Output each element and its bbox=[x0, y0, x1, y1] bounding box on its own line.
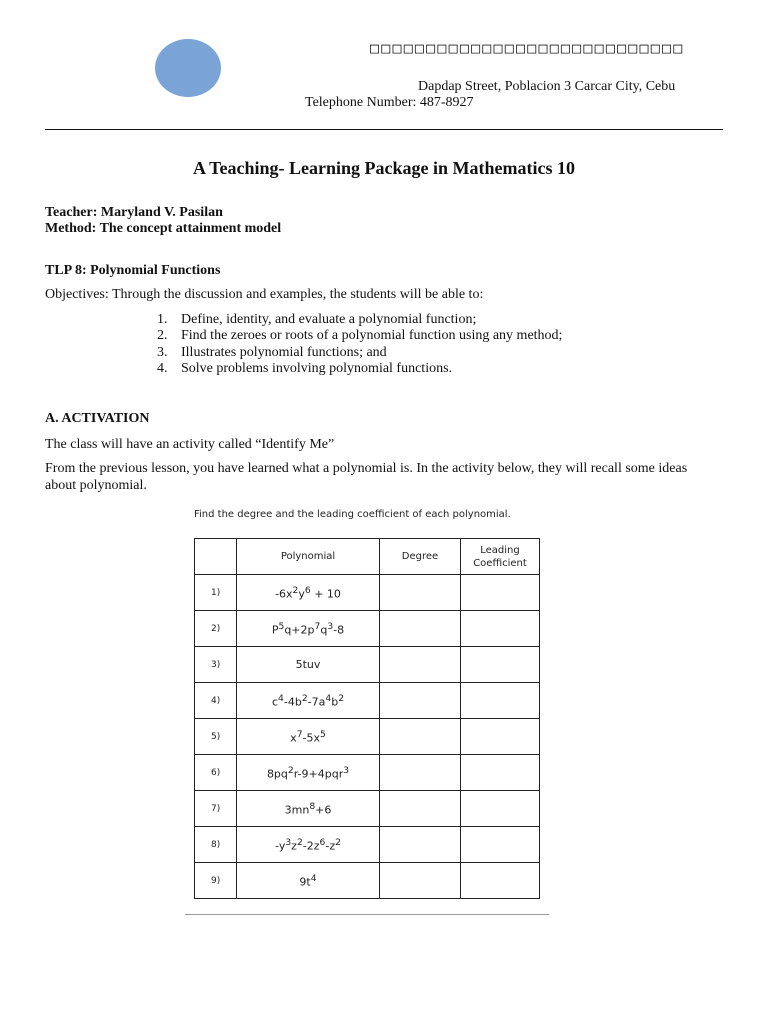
table-row bbox=[195, 683, 540, 719]
section-a-heading: A. ACTIVATION bbox=[45, 411, 150, 426]
bottom-divider bbox=[185, 914, 549, 915]
table-row bbox=[195, 863, 540, 899]
school-telephone: Telephone Number: 487-8927 bbox=[305, 95, 474, 110]
objective-text: Define, identity, and evaluate a polynomial function; bbox=[181, 312, 477, 327]
tlp-heading: TLP 8: Polynomial Functions bbox=[45, 263, 221, 278]
header-divider bbox=[45, 129, 723, 130]
degree-answer-cell bbox=[380, 827, 461, 863]
degree-answer-cell bbox=[380, 683, 461, 719]
polynomial-expression: $x^7-5x^5$ bbox=[237, 719, 380, 755]
polynomial-table bbox=[194, 538, 540, 899]
previous-lesson-paragraph: From the previous lesson, you have learned what a polynomial is. In the activity below, they will recall some ideas about polynomial. bbox=[45, 461, 688, 493]
table-row bbox=[195, 827, 540, 863]
leading-coefficient-answer-cell bbox=[461, 611, 540, 647]
degree-answer-cell bbox=[380, 611, 461, 647]
objective-text: Solve problems involving polynomial functions. bbox=[181, 360, 453, 376]
school-address: Dapdap Street, Poblacion 3 Carcar City, Cebu bbox=[418, 79, 676, 94]
row-number: 6) bbox=[195, 755, 237, 791]
leading-coefficient-answer-cell bbox=[461, 575, 540, 611]
leading-coefficient-answer-cell bbox=[461, 683, 540, 719]
polynomial-expression: $9t^4$ bbox=[237, 863, 380, 899]
leading-coefficient-answer-cell bbox=[461, 791, 540, 827]
objective-item bbox=[157, 328, 562, 344]
polynomial-expression: $3mn^8+6$ bbox=[237, 791, 380, 827]
polynomial-expression: $8pq^2r-9+4pqr^3$ bbox=[237, 755, 380, 791]
activity-intro: The class will have an activity called “Identify Me” bbox=[45, 437, 335, 452]
objective-text: Find the zeroes or roots of a polynomial function using any method; bbox=[181, 328, 563, 344]
degree-answer-cell bbox=[380, 863, 461, 899]
leading-coefficient-answer-cell bbox=[461, 827, 540, 863]
header-degree: Degree bbox=[380, 539, 461, 575]
objective-number: 2. bbox=[157, 328, 168, 344]
table-row bbox=[195, 791, 540, 827]
row-number: 5) bbox=[195, 719, 237, 755]
header-polynomial: Polynomial bbox=[237, 539, 380, 575]
degree-answer-cell bbox=[380, 755, 461, 791]
row-number: 3) bbox=[195, 647, 237, 683]
school-name-missing-glyphs: □□□□□□□□□□□□□□□□□□□□□□□□□□□□ bbox=[370, 39, 685, 57]
objective-text: Illustrates polynomial functions; and bbox=[181, 344, 387, 360]
row-number: 2) bbox=[195, 611, 237, 647]
row-number: 8) bbox=[195, 827, 237, 863]
polynomial-expression: $-y^3z^2-2z^6-z^2$ bbox=[237, 827, 380, 863]
degree-answer-cell bbox=[380, 719, 461, 755]
objective-item bbox=[157, 361, 562, 377]
table-row bbox=[195, 575, 540, 611]
objective-number: 4. bbox=[157, 360, 168, 376]
objective-number: 1. bbox=[157, 312, 168, 327]
objective-number: 3. bbox=[157, 344, 168, 360]
polynomial-expression: 5tuv bbox=[237, 647, 380, 683]
objective-item bbox=[157, 345, 562, 361]
row-number: 4) bbox=[195, 683, 237, 719]
table-row bbox=[195, 719, 540, 755]
leading-coefficient-answer-cell bbox=[461, 755, 540, 791]
document-title: A Teaching- Learning Package in Mathematics 10 bbox=[193, 158, 575, 178]
header-number bbox=[195, 539, 237, 575]
objectives-list bbox=[157, 312, 562, 377]
row-number: 9) bbox=[195, 863, 237, 899]
row-number: 7) bbox=[195, 791, 237, 827]
activity-instruction: Find the degree and the leading coefficient of each polynomial. bbox=[194, 509, 511, 520]
school-logo bbox=[155, 39, 221, 97]
row-number: 1) bbox=[195, 575, 237, 611]
degree-answer-cell bbox=[380, 575, 461, 611]
table-row bbox=[195, 647, 540, 683]
polynomial-expression: $P^5q+2p^7q^3-8$ bbox=[237, 611, 380, 647]
polynomial-expression: $-6x^2y^6 + 10$ bbox=[237, 575, 380, 611]
leading-coefficient-answer-cell bbox=[461, 647, 540, 683]
header-leading-line1: Leading bbox=[480, 544, 520, 556]
objective-item bbox=[157, 312, 562, 328]
method-line: Method: The concept attainment model bbox=[45, 221, 282, 236]
table-row bbox=[195, 755, 540, 791]
header-leading-coefficient bbox=[461, 539, 540, 575]
degree-answer-cell bbox=[380, 791, 461, 827]
degree-answer-cell bbox=[380, 647, 461, 683]
table-row bbox=[195, 611, 540, 647]
header-leading-line2: Coefficient bbox=[473, 557, 527, 569]
teacher-line: Teacher: Maryland V. Pasilan bbox=[45, 205, 223, 220]
polynomial-expression: $c^4-4b^2-7a^4b^2$ bbox=[237, 683, 380, 719]
table-header-row bbox=[195, 539, 540, 575]
leading-coefficient-answer-cell bbox=[461, 863, 540, 899]
leading-coefficient-answer-cell bbox=[461, 719, 540, 755]
objectives-intro: Objectives: Through the discussion and examples, the students will be able to: bbox=[45, 287, 484, 302]
